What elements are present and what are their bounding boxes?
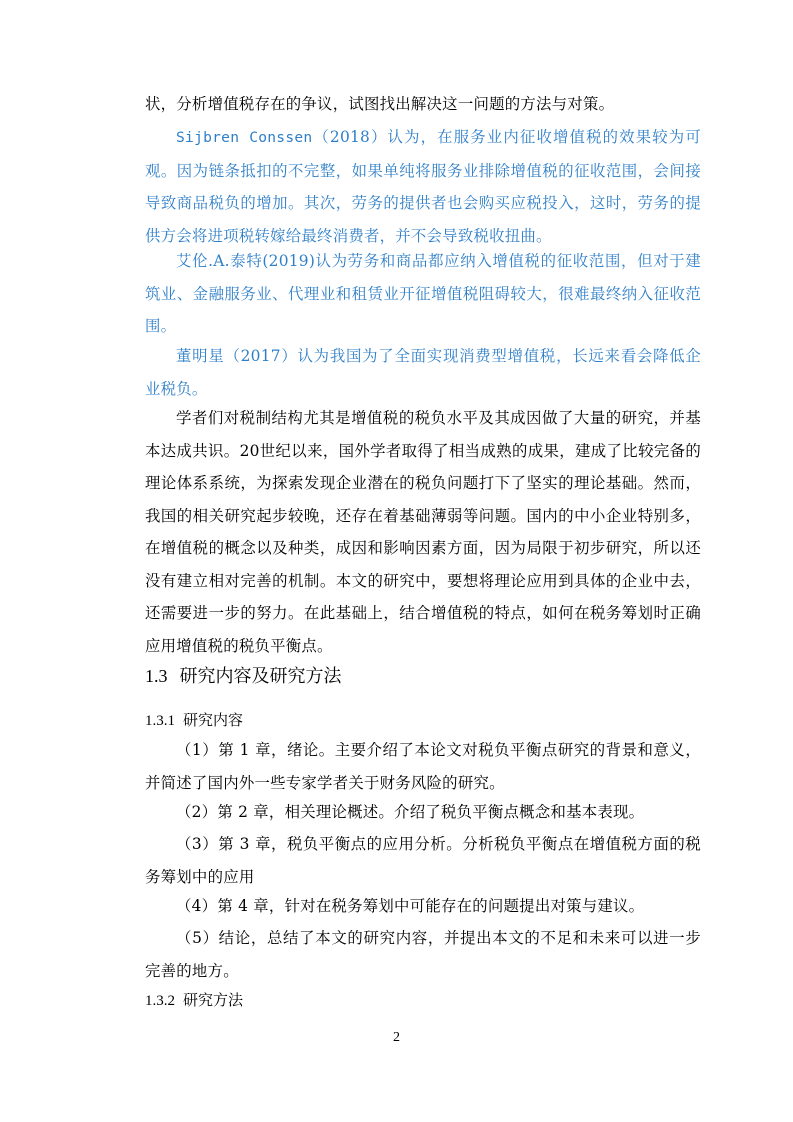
section-number: 1.3 <box>145 666 168 686</box>
list-item-chapter-3: （3）第 3 章，税负平衡点的应用分析。分析税负平衡点在增值税方面的税务筹划中的应用 <box>145 835 701 886</box>
list-item-chapter-1: （1）第 1 章，绪论。主要介绍了本论文对税负平衡点研究的背景和意义，并简述了国内外一些专家学者关于财务风险的研究。 <box>145 741 701 792</box>
paragraph-text: （2018）认为，在服务业内征收增值税的效果较为可观。因为链条抵扣的不完整，如果单纯将服务业排除增值税的征收范围，会间接导致商品税负的增加。其次，劳务的提供者也会购买应税投入，这时，劳务的提供方会将进项税转嫁给最终消费者，并不会导致税收扭曲。 <box>145 128 701 245</box>
section-title: 研究方法 <box>183 991 244 1009</box>
paragraph-research-summary: 学者们对税制结构尤其是增值税的税负水平及其成因做了大量的研究，并基本达成共识。20世纪以来，国外学者取得了相当成熟的成果，建成了比较完备的理论体系系统，为探索发现企业潜在的税负问题打下了坚实的理论基础。然而，我国的相关研究起步较晚，还存在着基础薄弱等问题。国内的中小企业特别多，在增值税的概念以及种类，成因和影响因素方面，因为局限于初步研究，所以还没有建立相对完善的机制。本文的研究中，要想将理论应用到具体的企业中去，还需要进一步的努力。在此基础上，结合增值税的特点，如何在税务筹划时正确应用增值税的税负平衡点。 <box>145 409 701 655</box>
paragraph-dong-mingxing: 董明星（2017）认为我国为了全面实现消费型增值税，长远来看会降低企业税负。 <box>145 347 701 398</box>
section-heading-1-3 <box>145 664 701 689</box>
list-item-chapter-4: （4）第 4 章，针对在税务筹划中可能存在的问题提出对策与建议。 <box>176 897 645 915</box>
section-title: 研究内容及研究方法 <box>179 666 342 687</box>
list-item-conclusion: （5）结论，总结了本文的研究内容，并提出本文的不足和未来可以进一步完善的地方。 <box>145 929 701 980</box>
section-number: 1.3.1 <box>145 713 175 729</box>
section-heading-1-3-2 <box>145 990 701 1011</box>
paragraph-sijbren-conssen <box>145 121 701 252</box>
section-title: 研究内容 <box>183 711 244 729</box>
list-item-chapter-2: （2）第 2 章，相关理论概述。介绍了税负平衡点概念和基本表现。 <box>176 803 645 821</box>
paragraph-continuation: 状，分析增值税存在的争议，试图找出解决这一问题的方法与对策。 <box>145 95 615 113</box>
page-number: 2 <box>393 1030 400 1045</box>
section-heading-1-3-1 <box>145 710 701 731</box>
author-name: Sijbren Conssen <box>176 129 313 146</box>
section-number: 1.3.2 <box>145 993 175 1009</box>
paragraph-tait: 艾伦.A.泰特(2019)认为劳务和商品都应纳入增值税的征收范围，但对于建筑业、金融服务业、代理业和租赁业开征增值税阻碍较大，很难最终纳入征收范围。 <box>145 252 701 335</box>
